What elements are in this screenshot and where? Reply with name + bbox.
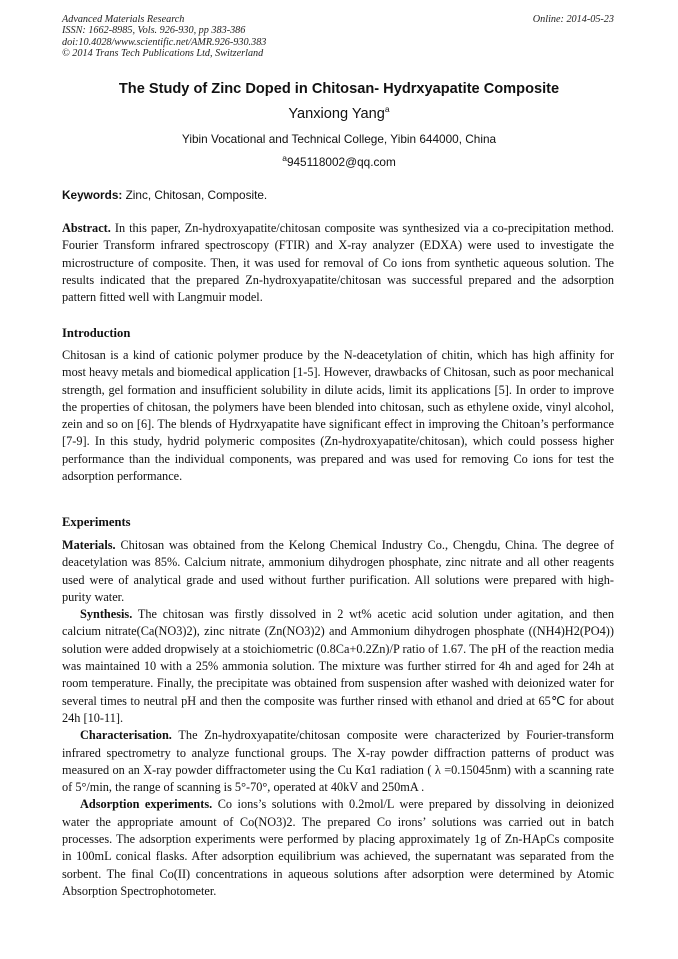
issn-line: ISSN: 1662-8985, Vols. 926-930, pp 383-386 bbox=[62, 25, 246, 37]
characterisation-paragraph bbox=[62, 727, 614, 796]
journal-header bbox=[62, 14, 614, 60]
characterisation-text: The Zn-hydroxyapatite/chitosan composite were characterized by Fourier-transform infrared spectrometry to analyze functional groups. The X-ray powder diffraction patterns of product was measured on an X-ray powder diffractometer using the Cu Kα1 radiation ( λ =0.15045nm) with a scanning rate of 5°/min, the range of scanning is 5°-70°, operated at 40kV and 250mA . bbox=[62, 728, 614, 795]
keywords-text: Zinc, Chitosan, Composite. bbox=[125, 188, 268, 202]
author-superscript: a bbox=[384, 104, 390, 114]
email-superscript: a bbox=[282, 153, 287, 163]
journal-name: Advanced Materials Research bbox=[62, 14, 185, 25]
abstract-label: Abstract. bbox=[62, 221, 111, 235]
materials-label: Materials. bbox=[62, 538, 116, 552]
keywords-line bbox=[62, 188, 267, 202]
author-line bbox=[0, 104, 678, 122]
experiments-heading: Experiments bbox=[62, 515, 131, 529]
introduction-text: Chitosan is a kind of cationic polymer produce by the N-deacetylation of chitin, which has high affinity for most heavy metals and biomedical application [1-5]. However, drawbacks of Chitosan, such as poor mechanical strength, gel formation and insufficient solubility in dilute acids, limit its applications [5]. In order to improve the properties of chitosan, the polymers have been blended into chitosan, such as ethylene oxide, vinyl alcohol, zein and so on [6]. The blends of Hydrxyapatite have significant effect in improving the Chitoan’s performance [7-9]. In this study, hydrid polymeric composites (Zn-hydroxyapatite/chitosan), which could possess higher performance than the individual components, was prepared and was used for removing Co ions for test the adsorption performance. bbox=[62, 348, 614, 484]
introduction-heading: Introduction bbox=[62, 326, 131, 340]
materials-paragraph bbox=[62, 537, 614, 606]
paper-title: The Study of Zinc Doped in Chitosan- Hydrxyapatite Composite bbox=[118, 81, 560, 97]
author-name: Yanxiong Yang bbox=[288, 105, 385, 122]
adsorption-paragraph bbox=[62, 796, 614, 900]
abstract-text: In this paper, Zn-hydroxyapatite/chitosan composite was synthesized via a co-precipitation method. Fourier Transform infrared spectroscopy (FTIR) and X-ray analyzer (EDXA) were used to investigate the microstructure of composite. Then, it was used for removal of Co ions from synthetic aqueous solution. The results indicated that the prepared Zn-hydroxyapatite/chitosan was successful prepared and the adsorption pattern fitted well with Langmuir model. bbox=[62, 221, 614, 305]
affiliation: Yibin Vocational and Technical College, Yibin 644000, China bbox=[181, 132, 497, 146]
introduction-body bbox=[62, 347, 614, 485]
adsorption-label: Adsorption experiments. bbox=[80, 797, 213, 812]
doi-line: doi:10.4028/www.scientific.net/AMR.926-930.383 bbox=[62, 36, 267, 48]
adsorption-text: Co ions’s solutions with 0.2mol/L were prepared by dissolving in deionized water the appropriate amount of Co(NO3)2. The prepared Co irons’ solutions was carried out in batch processes. The adsorption experiments were performed by placing approximately 1g of Zn-HApCs composite in 100mL conical flasks. After adsorption equilibrium was achieved, the supernatant was separated from the sorbent. The final Co(II) concentrations in aqueous solutions after adsorption were determined by Atomic Absorption Spectrophotometer. bbox=[62, 797, 615, 898]
email-address: 945118002@qq.com bbox=[286, 154, 396, 169]
experiments-body bbox=[62, 537, 614, 900]
keywords-label: Keywords: bbox=[62, 188, 123, 202]
email-line bbox=[0, 153, 678, 169]
synthesis-text: The chitosan was firstly dissolved in 2 wt% acetic acid solution under agitation, and then calcium nitrate(Ca(NO3)2), zinc nitrate (Zn(NO3)2) and Ammonium dihydrogen phosphate ((NH4)H2(PO4)) solution were added dropwisely at a stoichiometric (0.8Ca+0.2Zn)/P ratio of 1.67. The pH of the reaction media was maintained 10 with a 25% ammonia solution. The mixture was further stirred for 4h and aged for 24h at room temperature. Finally, the precipitate was obtained from suspension after washed with deionized water for several times to neutral pH and then the composite was further rinsed with ethanol and dried at 65℃ for about 24h [10-11]. bbox=[62, 607, 614, 725]
copyright-line: © 2014 Trans Tech Publications Ltd, Switzerland bbox=[62, 48, 264, 60]
materials-text: Chitosan was obtained from the Kelong Chemical Industry Co., Chengdu, China. The degree of deacetylation was 85%. Calcium nitrate, ammonium dihydrogen phosphate, zinc nitrate and all other reagents used were of analytical grade and used without further purification. All solutions were prepared with high-purity water. bbox=[62, 538, 615, 604]
characterisation-label: Characterisation. bbox=[80, 728, 172, 743]
synthesis-paragraph bbox=[62, 606, 614, 727]
synthesis-label: Synthesis. bbox=[80, 607, 133, 622]
abstract bbox=[62, 220, 614, 306]
online-date: Online: 2014-05-23 bbox=[532, 14, 614, 25]
